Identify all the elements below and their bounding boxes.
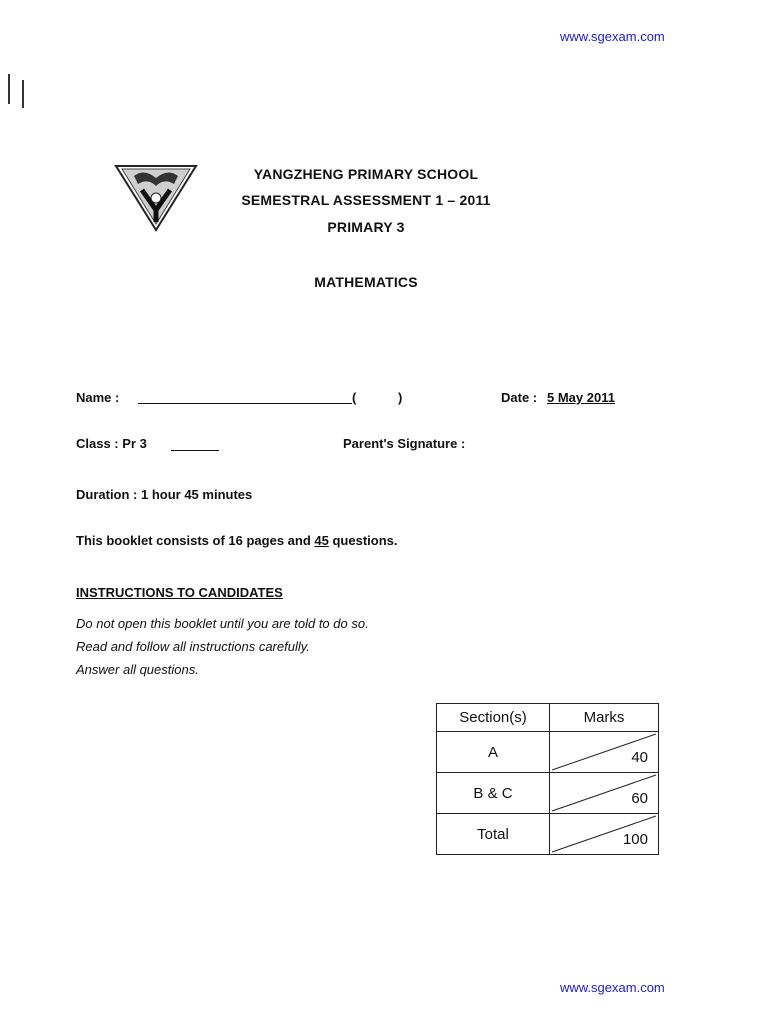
name-paren-open: (	[352, 390, 357, 405]
table-row	[437, 732, 659, 773]
instruction-line: Read and follow all instructions carefully.	[76, 639, 310, 654]
date-value: 5 May 2011	[547, 390, 615, 405]
assessment-title: SEMESTRAL ASSESSMENT 1 – 2011	[241, 192, 491, 208]
column-header-marks: Marks	[550, 704, 659, 732]
school-name: YANGZHENG PRIMARY SCHOOL	[253, 166, 479, 182]
column-header-sections: Section(s)	[437, 704, 550, 732]
subject-title: MATHEMATICS	[314, 274, 418, 290]
duration-text: Duration : 1 hour 45 minutes	[76, 487, 253, 502]
table-row	[437, 814, 659, 855]
marks-cell[interactable]	[550, 773, 659, 814]
booklet-info-suffix: questions.	[328, 533, 398, 548]
name-field-line[interactable]	[138, 403, 352, 404]
website-link-bottom[interactable]: www.sgexam.com	[560, 980, 665, 995]
section-cell: Total	[437, 814, 550, 855]
table-row	[437, 773, 659, 814]
name-label: Name :	[76, 390, 120, 405]
instruction-line: Do not open this booklet until you are told to do so.	[76, 616, 369, 631]
marks-cell[interactable]	[550, 814, 659, 855]
level-title: PRIMARY 3	[327, 219, 405, 235]
marks-value: 100	[622, 831, 648, 848]
scan-mark	[8, 74, 10, 104]
marks-cell[interactable]	[550, 732, 659, 773]
section-cell: A	[437, 732, 550, 773]
class-label: Class : Pr 3	[76, 436, 147, 451]
website-link-top[interactable]: www.sgexam.com	[560, 29, 665, 44]
question-count: 45	[314, 533, 329, 548]
marks-value: 40	[631, 749, 648, 766]
marks-table	[436, 703, 659, 855]
date-label: Date :	[501, 390, 538, 405]
marks-value: 60	[631, 790, 648, 807]
table-header-row	[437, 704, 659, 732]
parent-signature-label: Parent's Signature :	[343, 436, 466, 451]
booklet-info	[76, 533, 397, 548]
booklet-info-prefix: This booklet consists of 16 pages and	[76, 533, 315, 548]
instructions-heading: INSTRUCTIONS TO CANDIDATES	[76, 585, 283, 600]
name-paren-close: )	[398, 390, 403, 405]
scan-mark	[22, 80, 24, 108]
class-field-line[interactable]	[171, 450, 219, 451]
section-cell: B & C	[437, 773, 550, 814]
instruction-line: Answer all questions.	[76, 662, 199, 677]
